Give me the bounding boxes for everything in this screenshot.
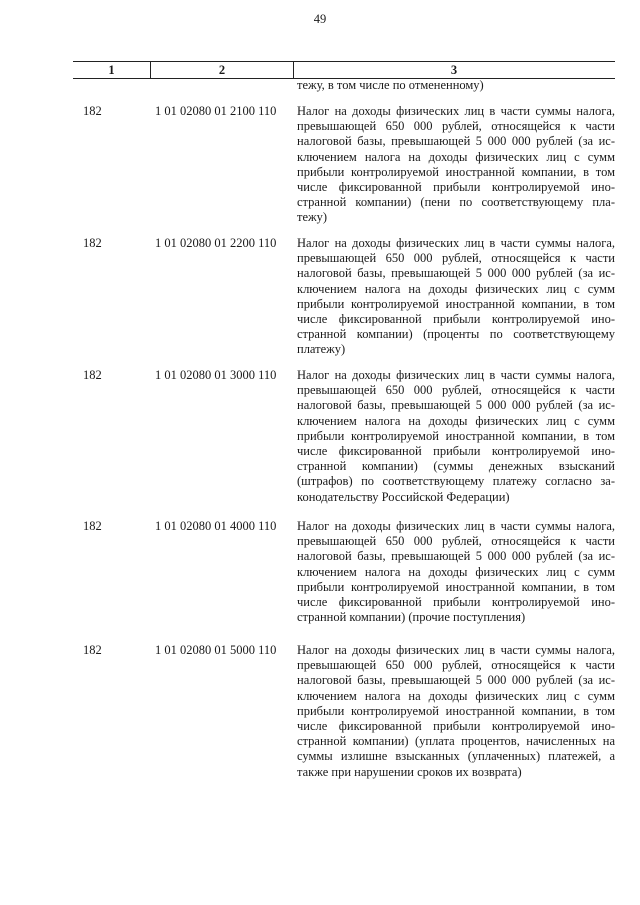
description-line: прибыли контролируемой иностранной компании, в том xyxy=(297,428,615,443)
description-line: странной компании) (уплата процентов, начисленных на xyxy=(297,734,615,749)
description-line: ключением налога на доходы физических лиц с сумм xyxy=(297,149,615,164)
description-line: суммы излишне взысканных (уплаченных) платежей, а xyxy=(297,749,615,764)
header-col-2: 2 xyxy=(150,62,294,78)
description-line: числе фиксированной прибыли контролируемой ино- xyxy=(297,719,615,734)
description-line: странной компании) (проценты по соответствующему xyxy=(297,327,615,342)
description-line: Налог на доходы физических лиц в части суммы налога, xyxy=(297,519,615,533)
description-line: (штрафов) по соответствующему платежу согласно за- xyxy=(297,474,615,489)
description-line: Налог на доходы физических лиц в части суммы налога, xyxy=(297,643,615,657)
description-line: ключением налога на доходы физических лиц с сумм xyxy=(297,413,615,428)
admin-code: 182 xyxy=(83,236,102,250)
description-line: Налог на доходы физических лиц в части суммы налога, xyxy=(297,368,615,382)
description-line: также при нарушении сроков их возврата) xyxy=(297,764,522,779)
row-description xyxy=(297,643,615,780)
description-line: ключением налога на доходы физических лиц с сумм xyxy=(297,564,615,579)
description-line: странной компании) (прочие поступления) xyxy=(297,610,526,625)
description-line: прибыли контролируемой иностранной компании, в том xyxy=(297,703,615,718)
continuation-text: тежу, в том числе по отмененному) xyxy=(297,78,484,92)
table-header xyxy=(73,61,615,79)
page-number: 49 xyxy=(313,12,327,26)
description-line: прибыли контролируемой иностранной компании, в том xyxy=(297,579,615,594)
admin-code: 182 xyxy=(83,643,102,657)
description-line: числе фиксированной прибыли контролируемой ино- xyxy=(297,180,615,195)
description-line: Налог на доходы физических лиц в части суммы налога, xyxy=(297,236,615,250)
description-line: числе фиксированной прибыли контролируемой ино- xyxy=(297,312,615,327)
description-line: числе фиксированной прибыли контролируемой ино- xyxy=(297,444,615,459)
description-line: платежу) xyxy=(297,342,346,357)
admin-code: 182 xyxy=(83,104,102,118)
description-line: странной компании) (суммы денежных взысканий xyxy=(297,459,615,474)
budget-classification-code: 1 01 02080 01 5000 110 xyxy=(155,643,277,657)
admin-code: 182 xyxy=(83,519,102,533)
description-line: прибыли контролируемой иностранной компании, в том xyxy=(297,164,615,179)
description-line: ключением налога на доходы физических лиц с сумм xyxy=(297,688,615,703)
description-line: числе фиксированной прибыли контролируемой ино- xyxy=(297,595,615,610)
description-line: налоговой базы, превышающей 5 000 000 рублей (за ис- xyxy=(297,266,615,281)
budget-classification-code: 1 01 02080 01 2200 110 xyxy=(155,236,277,250)
description-line: прибыли контролируемой иностранной компании, в том xyxy=(297,296,615,311)
row-description xyxy=(297,236,615,358)
description-line: Налог на доходы физических лиц в части суммы налога, xyxy=(297,104,615,118)
header-col-3: 3 xyxy=(450,63,458,77)
description-line: превышающей 650 000 рублей, относящейся к части xyxy=(297,251,615,266)
row-description xyxy=(297,519,615,625)
description-line: налоговой базы, превышающей 5 000 000 рублей (за ис- xyxy=(297,134,615,149)
row-description xyxy=(297,104,615,226)
description-line: превышающей 650 000 рублей, относящейся к части xyxy=(297,383,615,398)
description-line: тежу) xyxy=(297,210,328,225)
description-line: налоговой базы, превышающей 5 000 000 рублей (за ис- xyxy=(297,673,615,688)
row-description xyxy=(297,368,615,505)
admin-code: 182 xyxy=(83,368,102,382)
description-line: налоговой базы, превышающей 5 000 000 рублей (за ис- xyxy=(297,549,615,564)
description-line: конодательству Российской Федерации) xyxy=(297,489,510,504)
budget-classification-code: 1 01 02080 01 4000 110 xyxy=(155,519,277,533)
description-line: странной компании) (пени по соответствующему пла- xyxy=(297,195,615,210)
description-line: налоговой базы, превышающей 5 000 000 рублей (за ис- xyxy=(297,398,615,413)
description-line: превышающей 650 000 рублей, относящейся к части xyxy=(297,119,615,134)
budget-classification-code: 1 01 02080 01 2100 110 xyxy=(155,104,277,118)
description-line: превышающей 650 000 рублей, относящейся к части xyxy=(297,534,615,549)
description-line: превышающей 650 000 рублей, относящейся к части xyxy=(297,658,615,673)
header-col-1: 1 xyxy=(108,63,115,77)
description-line: ключением налога на доходы физических лиц с сумм xyxy=(297,281,615,296)
budget-classification-code: 1 01 02080 01 3000 110 xyxy=(155,368,277,382)
